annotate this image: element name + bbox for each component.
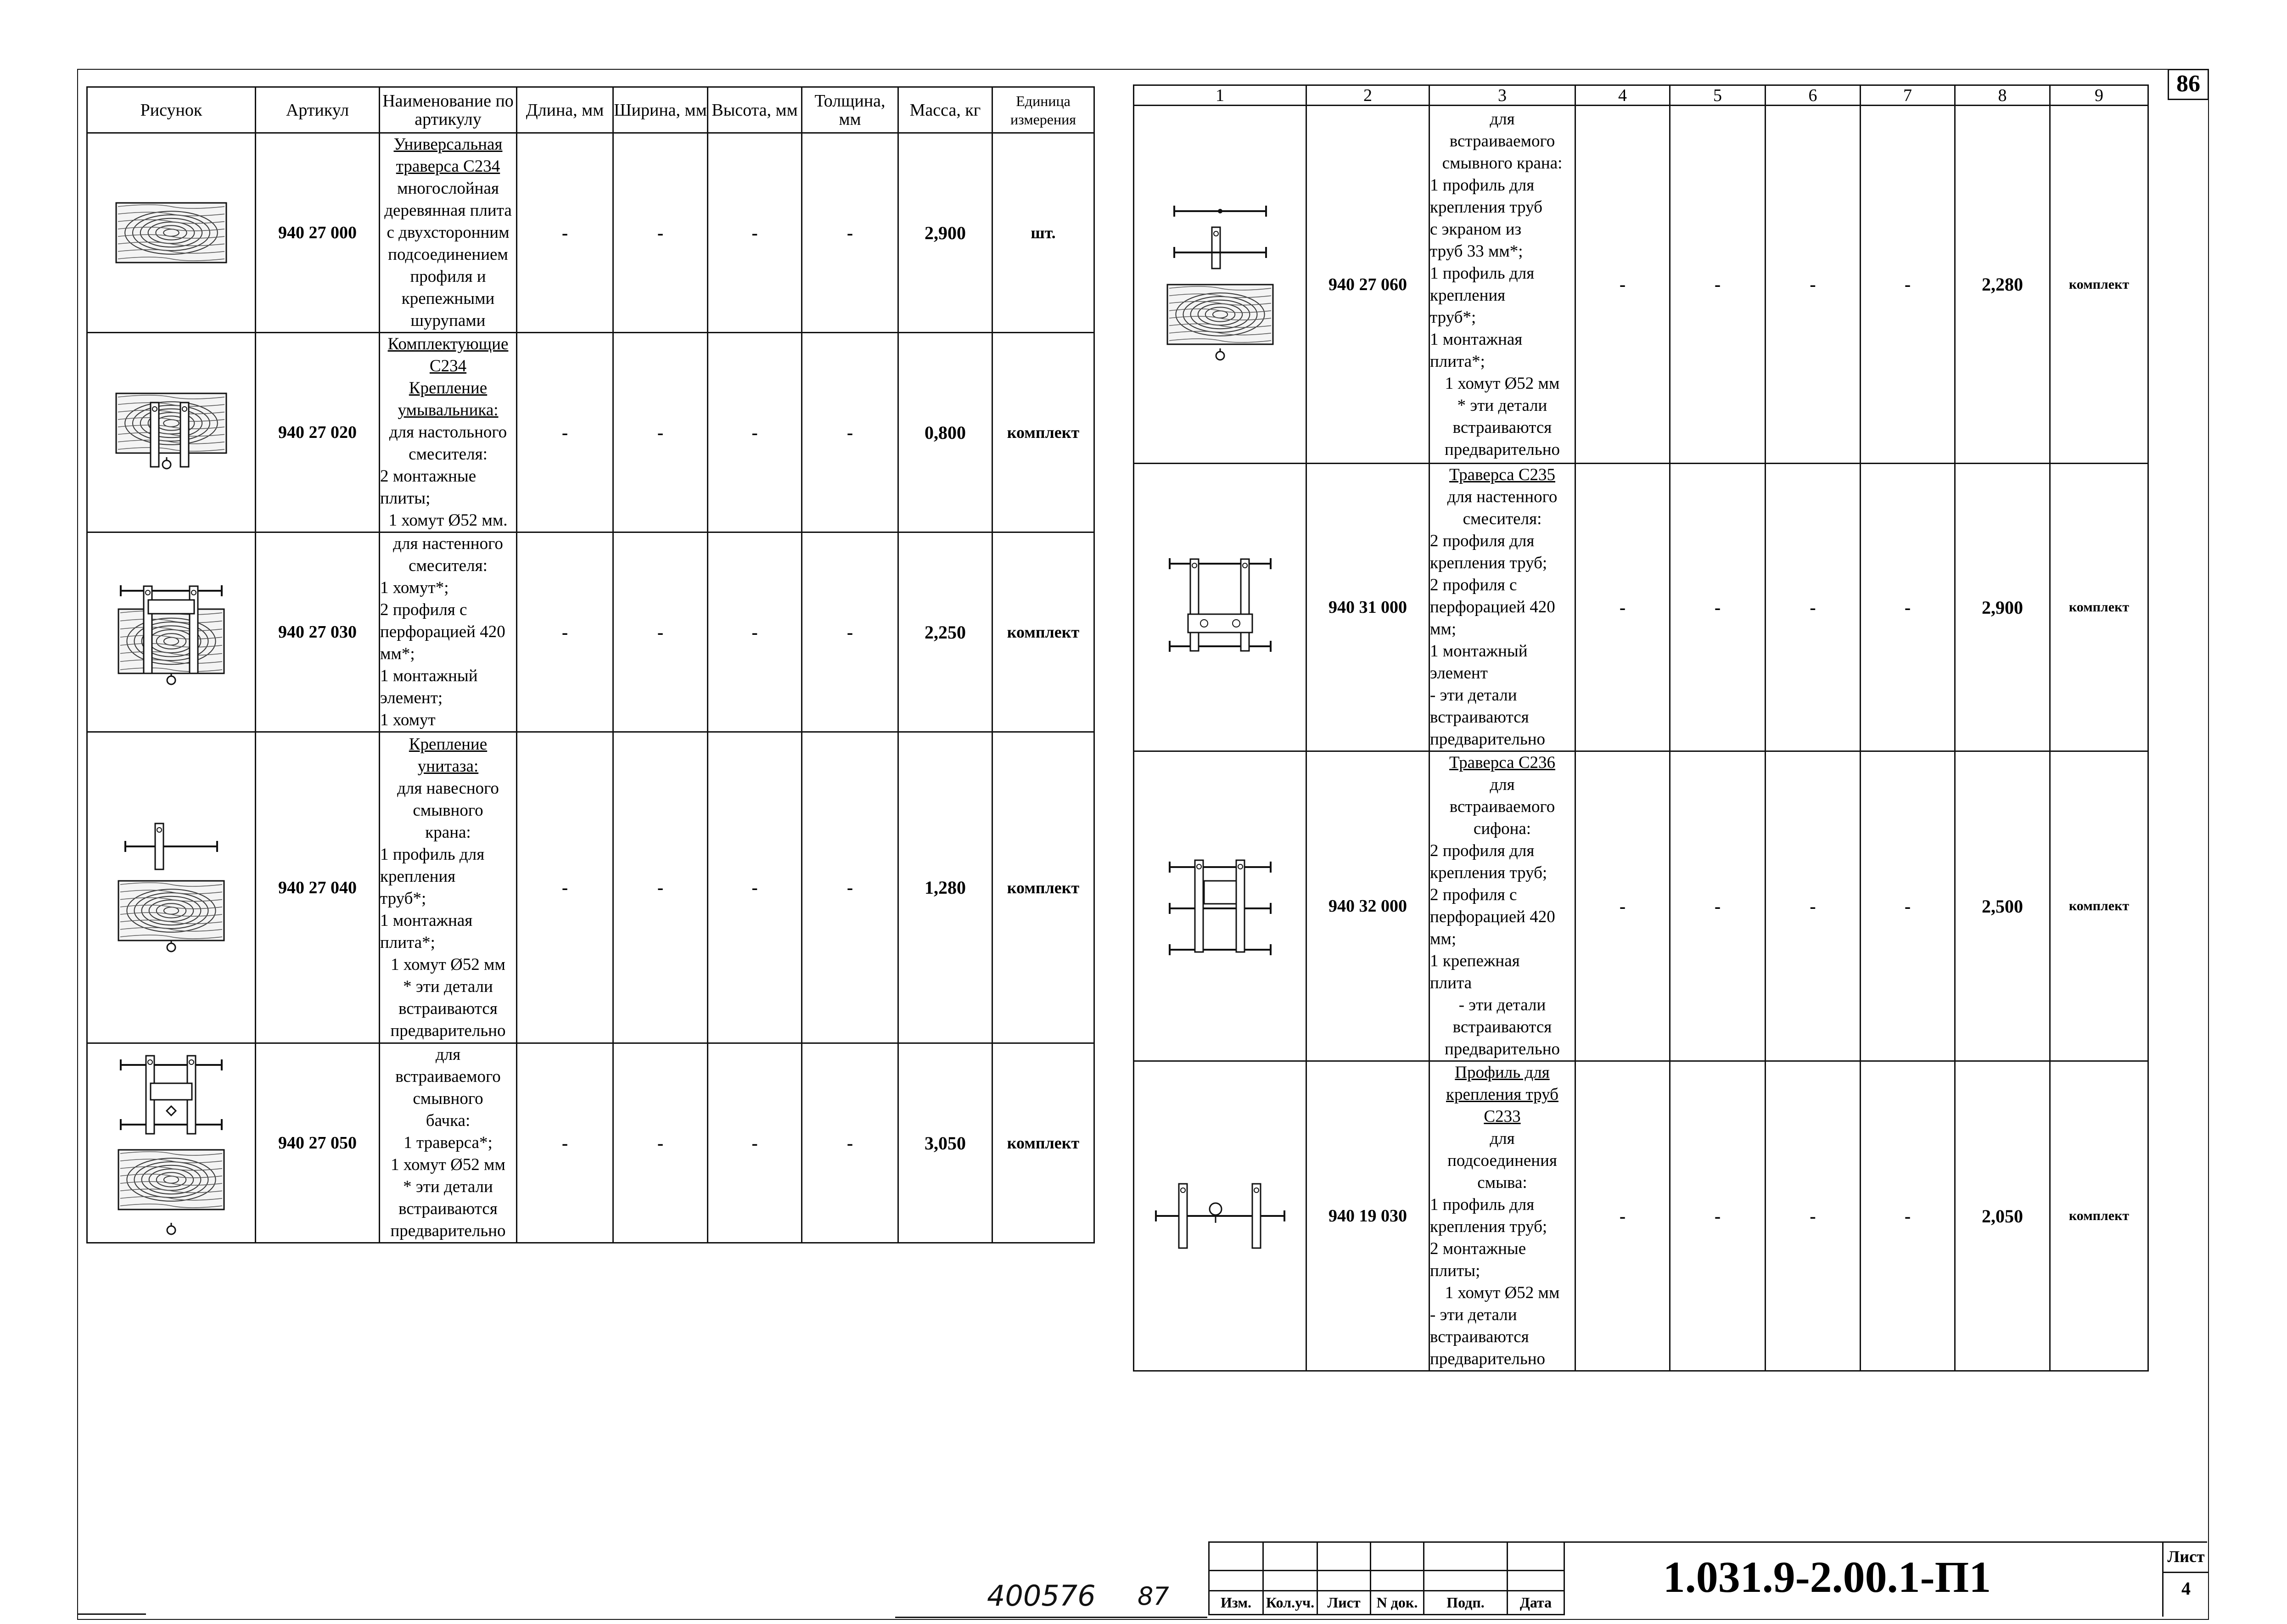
table-row: [87, 732, 1094, 1043]
item-name-line: смесителя:: [409, 556, 488, 575]
stamp-label-change: Изм.: [1209, 1591, 1263, 1615]
item-width: -: [613, 532, 708, 732]
item-picture: [1134, 106, 1306, 464]
item-name-line: встраиваются: [1452, 418, 1552, 437]
item-name-line: элемент: [1430, 664, 1488, 683]
item-thickness: -: [802, 1043, 898, 1243]
item-name-line: 1 профиль для: [380, 845, 485, 864]
item-name-line: - эти детали: [1458, 996, 1546, 1014]
item-article: 940 19 030: [1306, 1061, 1429, 1371]
item-name-line: крепления труб;: [1430, 554, 1547, 572]
header-col-6: 6: [1766, 85, 1861, 106]
item-name-line: смыва:: [1477, 1173, 1527, 1192]
item-picture: [87, 1043, 256, 1243]
stamp-label-doc: N док.: [1371, 1591, 1424, 1615]
item-name-line: * эти детали: [403, 977, 493, 996]
item-picture: [87, 732, 256, 1043]
item-name-line: деревянная плита: [384, 201, 512, 220]
item-name-line: 1 хомут Ø52 мм.: [388, 511, 508, 530]
stamp-label-date: Дата: [1508, 1591, 1564, 1615]
item-name-line: 2 профиля с: [380, 600, 467, 619]
item-c6: -: [1766, 464, 1861, 751]
stamp-label-qty: Кол.уч.: [1263, 1591, 1317, 1615]
stamp-label-signature: Подп.: [1424, 1591, 1508, 1615]
bottom-rule: [895, 1617, 1207, 1618]
item-picture: [87, 133, 256, 333]
item-unit: комплект: [992, 732, 1094, 1043]
header-article: Артикул: [256, 87, 380, 133]
item-name-line: крепления: [1430, 286, 1506, 305]
item-mass: 2,500: [1955, 751, 2050, 1061]
item-c5: -: [1670, 751, 1766, 1061]
item-article: 940 27 060: [1306, 106, 1429, 464]
item-c7: -: [1861, 106, 1955, 464]
left-corner-mark: [77, 1613, 146, 1615]
header-col-2: 2: [1306, 85, 1429, 106]
item-name-line: предварительно: [390, 1021, 506, 1040]
header-col-7: 7: [1861, 85, 1955, 106]
item-name-line: крепления: [380, 867, 456, 886]
item-name-cell: [1429, 106, 1575, 464]
header-col-9: 9: [2050, 85, 2148, 106]
item-c5: -: [1670, 106, 1766, 464]
item-width: -: [613, 732, 708, 1043]
item-name-line: перфорацией 420: [380, 622, 505, 641]
item-name-line: элемент;: [380, 689, 443, 707]
item-mass: 2,050: [1955, 1061, 2050, 1371]
item-c5: -: [1670, 464, 1766, 751]
item-height: -: [708, 333, 802, 532]
item-name-line: крепежными: [401, 289, 495, 308]
header-thickness: Толщина, мм: [802, 87, 898, 133]
item-name-line: с экраном из: [1430, 219, 1522, 239]
item-name-line: плита: [1430, 974, 1472, 992]
item-name-line: 2 профиля с: [1430, 576, 1517, 594]
item-thickness: -: [802, 133, 898, 333]
item-name-line: Универсальная: [393, 135, 503, 154]
header-col-1: 1: [1134, 85, 1306, 106]
item-name-cell: [380, 133, 517, 333]
header-mass: Масса, кг: [898, 87, 992, 133]
item-name-line: предварительно: [1445, 440, 1560, 459]
item-mass: 2,900: [1955, 464, 2050, 751]
header-col-8: 8: [1955, 85, 2050, 106]
item-name-line: унитаза:: [417, 756, 479, 776]
item-length: -: [517, 1043, 613, 1243]
item-name-line: для настенного: [1447, 487, 1558, 506]
item-article: 940 27 000: [256, 133, 380, 333]
item-name-line: встраиваются: [1430, 1327, 1529, 1346]
item-article: 940 27 050: [256, 1043, 380, 1243]
item-name-line: 1 хомут Ø52 мм: [1445, 374, 1560, 393]
item-name-line: 1 крепежная: [1430, 952, 1520, 970]
item-name-line: 1 хомут*;: [380, 578, 449, 597]
item-name-line: 2 профиля для: [1430, 841, 1535, 860]
item-name-line: Профиль для: [1455, 1063, 1550, 1082]
item-name-line: 2 профиля с: [1430, 885, 1517, 904]
item-name-line: встраиваются: [1452, 1018, 1552, 1036]
item-name-line: многослойная: [397, 179, 499, 198]
item-name-line: С234: [429, 357, 467, 375]
item-name-line: смывного крана:: [1442, 153, 1563, 173]
item-name-cell: [380, 532, 517, 732]
table-row: [87, 1043, 1094, 1243]
item-unit: комплект: [992, 1043, 1094, 1243]
title-block-stamp: [1208, 1541, 1565, 1615]
item-c6: -: [1766, 106, 1861, 464]
item-unit: комплект: [2050, 106, 2148, 464]
item-name-line: предварительно: [1430, 1350, 1545, 1368]
header-picture: Рисунок: [87, 87, 256, 133]
item-name-line: труб*;: [380, 889, 426, 908]
document-code: 1.031.9-2.00.1-П1: [1663, 1552, 1991, 1602]
item-article: 940 31 000: [1306, 464, 1429, 751]
stamp-top-line: [1564, 1541, 2207, 1543]
stamp-label-row: [1209, 1591, 1564, 1615]
item-length: -: [517, 333, 613, 532]
item-name-line: крепления труб: [1430, 197, 1542, 217]
item-name-line: крепления труб: [1446, 1085, 1558, 1104]
item-name-line: умывальника:: [398, 401, 499, 420]
item-name-line: встраиваются: [1430, 708, 1529, 727]
item-name-line: профиля и: [410, 267, 486, 286]
item-name-line: плита*;: [380, 933, 435, 952]
sheet-value: 4: [2181, 1578, 2191, 1599]
table-row: [1134, 751, 2148, 1061]
item-mass: 3,050: [898, 1043, 992, 1243]
item-name-line: шурупами: [410, 311, 486, 330]
item-unit: комплект: [992, 333, 1094, 532]
item-c4: -: [1575, 464, 1670, 751]
item-name-line: Траверса С236: [1449, 753, 1555, 772]
item-name-line: плиты;: [1430, 1261, 1480, 1280]
item-name-line: 1 монтажная: [380, 911, 473, 930]
item-name-cell: [380, 732, 517, 1043]
item-name-line: 1 профиль для: [1430, 175, 1535, 195]
item-name-line: крепления труб;: [1430, 1217, 1547, 1236]
table-row: [87, 133, 1094, 333]
item-article: 940 27 020: [256, 333, 380, 532]
item-article: 940 27 030: [256, 532, 380, 732]
item-picture: [1134, 464, 1306, 751]
sheet-cell: [2162, 1541, 2209, 1617]
item-name-line: встраиваемого: [395, 1067, 501, 1086]
item-name-line: для настенного: [393, 534, 503, 553]
item-name-line: плиты;: [380, 489, 431, 508]
item-c4: -: [1575, 1061, 1670, 1371]
item-thickness: -: [802, 333, 898, 532]
item-name-line: 1 профиль для: [1430, 263, 1535, 283]
table-row: [1134, 1061, 2148, 1371]
item-name-line: Крепление: [409, 734, 488, 754]
header-name: Наименование по артикулу: [380, 87, 517, 133]
item-name-cell: [1429, 751, 1575, 1061]
table-row: [1134, 464, 2148, 751]
item-unit: шт.: [992, 133, 1094, 333]
item-name-line: 1 хомут Ø52 мм: [391, 1155, 505, 1174]
item-name-line: предварительно: [1445, 1040, 1560, 1058]
item-name-line: Крепление: [409, 379, 488, 398]
item-name-line: мм*;: [380, 644, 415, 663]
item-name-line: перфорацией 420: [1430, 598, 1555, 616]
item-name-line: мм;: [1430, 930, 1457, 948]
item-mass: 0,800: [898, 333, 992, 532]
item-name-line: бачка:: [426, 1111, 471, 1130]
item-name-line: перфорацией 420: [1430, 907, 1555, 926]
item-thickness: -: [802, 732, 898, 1043]
item-c4: -: [1575, 751, 1670, 1061]
stamp-label-sheet: Лист: [1317, 1591, 1371, 1615]
item-c5: -: [1670, 1061, 1766, 1371]
header-height: Высота, мм: [708, 87, 802, 133]
item-height: -: [708, 732, 802, 1043]
item-unit: комплект: [2050, 464, 2148, 751]
table-row: [87, 532, 1094, 732]
item-c4: -: [1575, 106, 1670, 464]
item-name-line: 2 монтажные: [380, 467, 476, 486]
item-mass: 1,280: [898, 732, 992, 1043]
header-length: Длина, мм: [517, 87, 613, 133]
item-name-line: труб 33 мм*;: [1430, 241, 1523, 261]
item-name-line: смывного: [413, 801, 483, 820]
header-col-3: 3: [1429, 85, 1575, 106]
item-picture: [1134, 751, 1306, 1061]
item-name-line: для: [1490, 109, 1515, 129]
item-name-line: мм;: [1430, 620, 1457, 638]
item-name-cell: [380, 1043, 517, 1243]
item-name-line: встраиваемого: [1449, 131, 1555, 151]
item-name-line: встраиваются: [398, 999, 498, 1018]
item-name-line: с двухсторонним: [387, 223, 510, 242]
item-name-line: - эти детали: [1430, 1305, 1517, 1324]
table-row: [87, 333, 1094, 532]
item-name-cell: [1429, 1061, 1575, 1371]
item-name-line: Траверса С235: [1449, 465, 1555, 484]
item-unit: комплект: [2050, 751, 2148, 1061]
item-name-line: 1 монтажный: [1430, 642, 1528, 661]
item-length: -: [517, 133, 613, 333]
item-name-line: 1 профиль для: [1430, 1195, 1535, 1214]
item-name-line: 1 траверса*;: [404, 1133, 493, 1152]
item-name-line: 2 монтажные: [1430, 1239, 1526, 1258]
item-name-cell: [380, 333, 517, 532]
item-article: 940 32 000: [1306, 751, 1429, 1061]
left-header-row: [87, 87, 1094, 133]
item-name-line: Комплектующие: [387, 335, 509, 353]
item-name-line: встраиваемого: [1449, 797, 1555, 816]
item-name-line: крана:: [425, 823, 471, 842]
item-mass: 2,900: [898, 133, 992, 333]
item-length: -: [517, 732, 613, 1043]
item-width: -: [613, 133, 708, 333]
item-name-line: 1 хомут Ø52 мм: [1445, 1283, 1560, 1302]
table-row: [1134, 106, 2148, 464]
page-handwriting: 87: [1138, 1582, 1169, 1611]
item-name-line: труб*;: [1430, 308, 1476, 327]
item-name-line: 1 монтажный: [380, 666, 478, 685]
item-length: -: [517, 532, 613, 732]
item-name-line: крепления труб;: [1430, 863, 1547, 882]
item-name-line: предварительно: [1430, 730, 1545, 749]
item-width: -: [613, 1043, 708, 1243]
item-name-line: 1 хомут Ø52 мм: [391, 955, 505, 974]
item-name-line: для: [1490, 775, 1515, 794]
sheet-label: Лист: [2167, 1547, 2205, 1566]
header-col-4: 4: [1575, 85, 1670, 106]
item-c7: -: [1861, 464, 1955, 751]
item-name-line: сифона:: [1473, 819, 1531, 838]
item-article: 940 27 040: [256, 732, 380, 1043]
item-height: -: [708, 133, 802, 333]
item-name-line: для: [1490, 1129, 1515, 1148]
item-name-line: траверса С234: [396, 157, 500, 176]
item-name-line: * эти детали: [1457, 396, 1547, 415]
left-spec-table: [86, 86, 1095, 1243]
item-name-line: смывного: [413, 1089, 483, 1108]
item-c7: -: [1861, 751, 1955, 1061]
item-name-line: плита*;: [1430, 352, 1485, 371]
item-c6: -: [1766, 1061, 1861, 1371]
item-name-line: предварительно: [390, 1221, 506, 1240]
right-header-row: [1134, 85, 2148, 106]
item-name-line: С233: [1484, 1107, 1521, 1126]
item-name-line: подсоединением: [388, 245, 508, 264]
item-thickness: -: [802, 532, 898, 732]
item-unit: комплект: [992, 532, 1094, 732]
item-picture: [1134, 1061, 1306, 1371]
item-width: -: [613, 333, 708, 532]
item-name-cell: [1429, 464, 1575, 751]
item-name-line: для: [435, 1045, 461, 1064]
item-c7: -: [1861, 1061, 1955, 1371]
header-unit: Единица измерения: [992, 87, 1094, 133]
item-picture: [87, 333, 256, 532]
item-name-line: смесителя:: [409, 445, 488, 464]
item-name-line: подсоединения: [1447, 1151, 1557, 1170]
item-height: -: [708, 1043, 802, 1243]
header-col-5: 5: [1670, 85, 1766, 106]
item-name-line: - эти детали: [1430, 686, 1517, 705]
item-picture: [87, 532, 256, 732]
item-name-line: для настольного: [389, 423, 507, 442]
inventory-handwriting: 400576: [987, 1579, 1096, 1613]
sheet-number: 86: [2168, 69, 2209, 100]
item-mass: 2,280: [1955, 106, 2050, 464]
item-mass: 2,250: [898, 532, 992, 732]
right-spec-table: [1133, 84, 2149, 1372]
header-width: Ширина, мм: [613, 87, 708, 133]
item-c6: -: [1766, 751, 1861, 1061]
item-name-line: * эти детали: [403, 1177, 493, 1196]
item-name-line: 2 профиля для: [1430, 532, 1535, 550]
item-unit: комплект: [2050, 1061, 2148, 1371]
item-name-line: 1 монтажная: [1430, 330, 1523, 349]
item-name-line: встраиваются: [398, 1199, 498, 1218]
item-name-line: для навесного: [397, 778, 499, 798]
item-name-line: 1 хомут: [380, 711, 436, 729]
item-name-line: смесителя:: [1463, 510, 1542, 528]
item-height: -: [708, 532, 802, 732]
